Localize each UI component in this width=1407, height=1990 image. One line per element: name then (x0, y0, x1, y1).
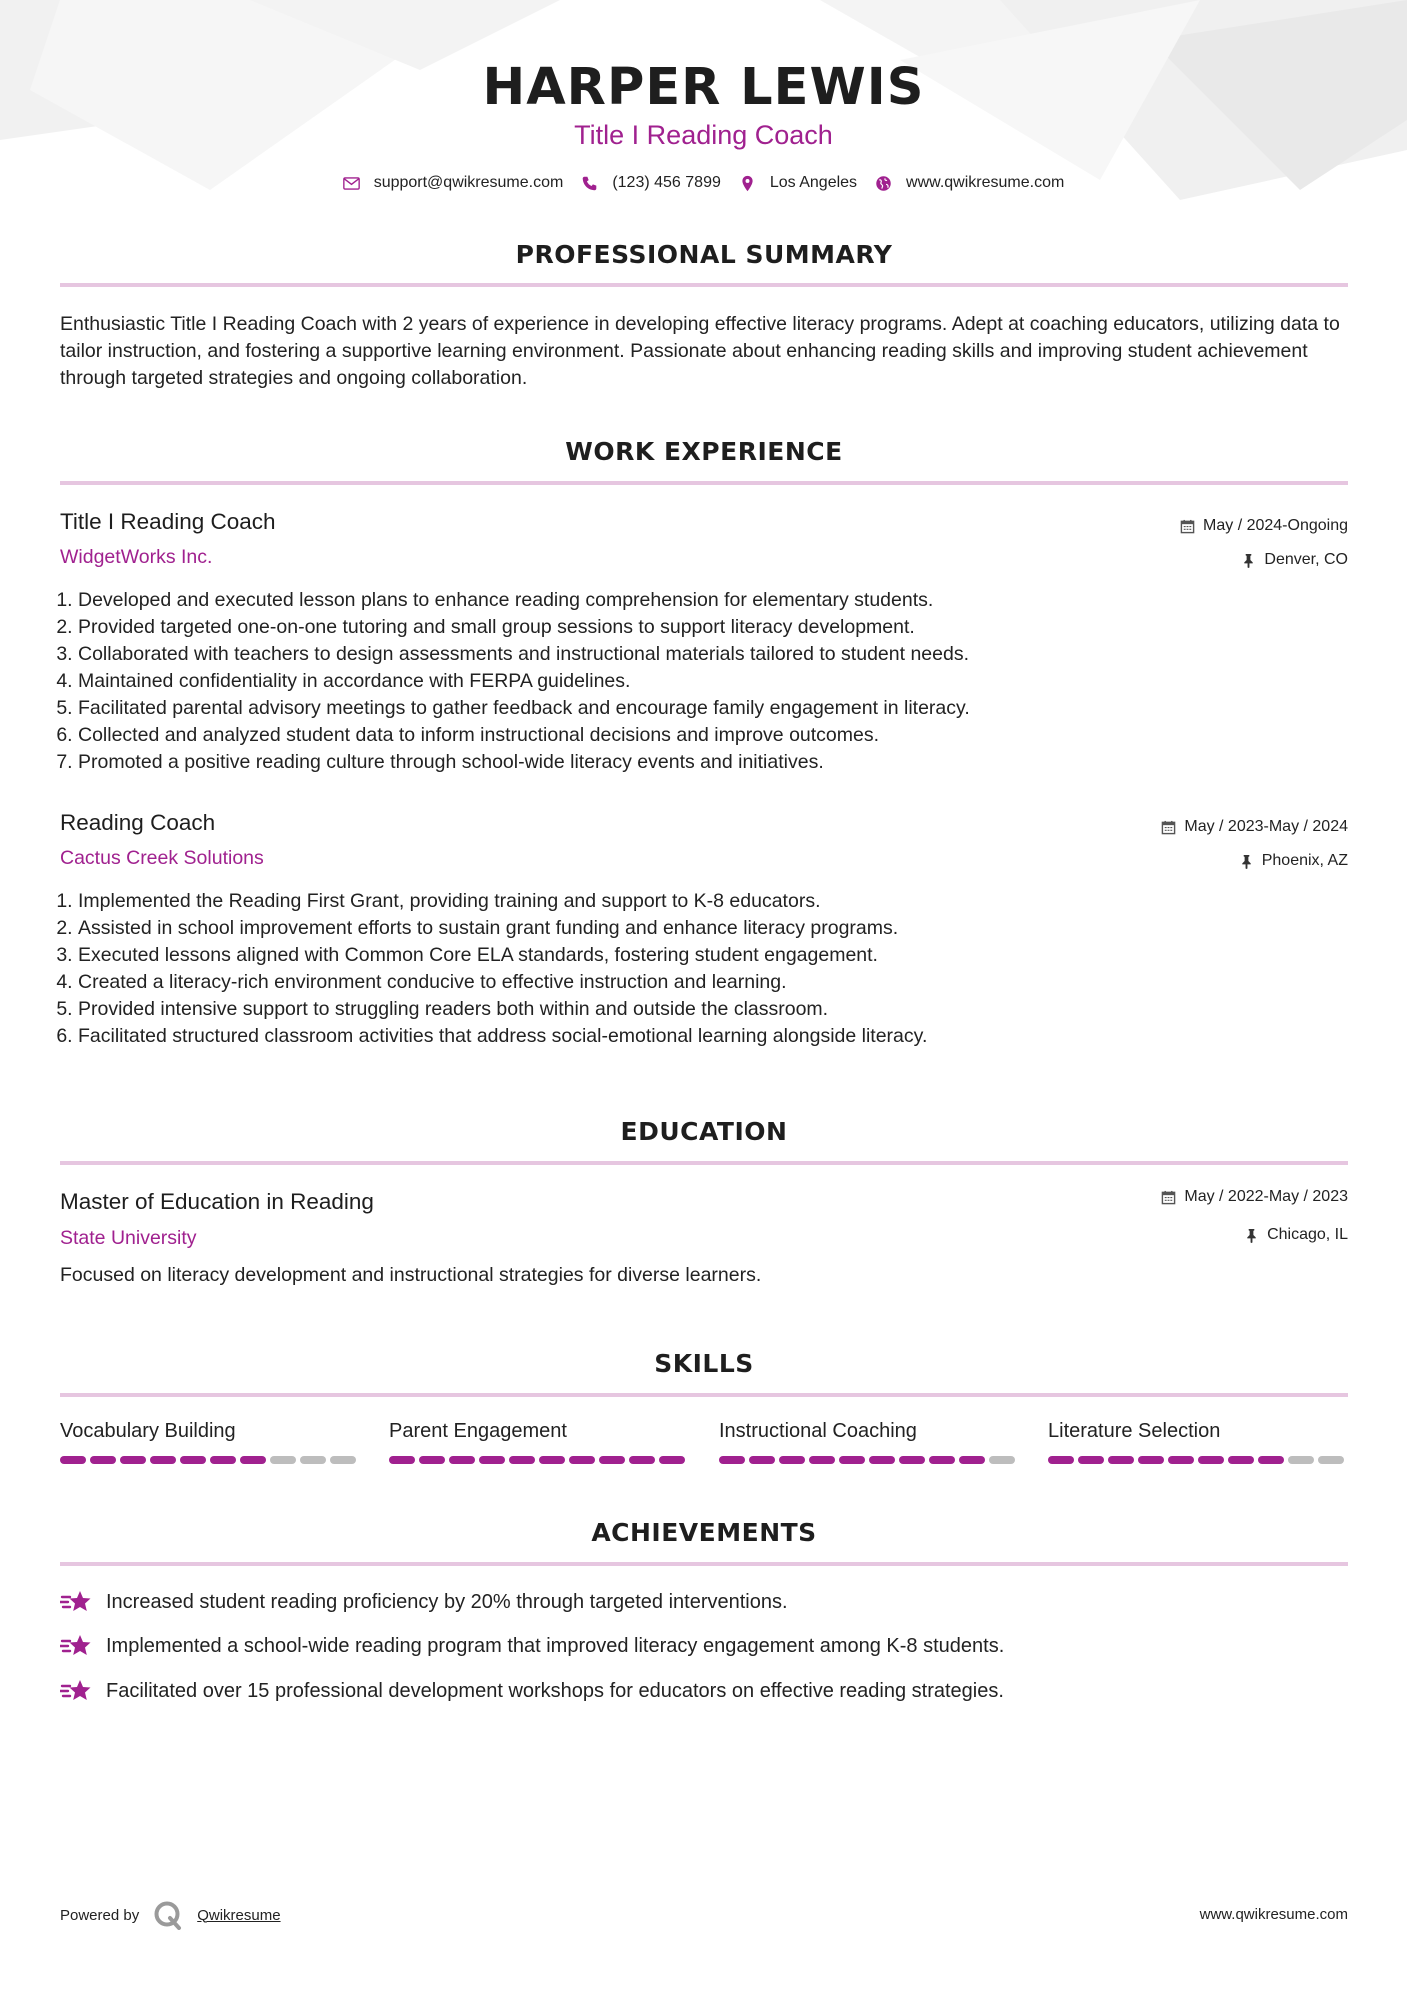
skill-segment-filled (479, 1456, 505, 1464)
location-text: Los Angeles (769, 174, 858, 191)
job-dates (1161, 818, 1348, 836)
job-title: Reading Coach (60, 810, 216, 835)
list-item: 6. Facilitated structured classroom activities that address social-emotional learning alongside literacy. (78, 1023, 1278, 1050)
skill-segment-filled (1108, 1456, 1134, 1464)
pushpin-icon (1241, 553, 1256, 568)
list-item: 5. Facilitated parental advisory meetings to gather feedback and encourage family engagement in literacy. (78, 695, 1278, 722)
job-dates (1180, 517, 1348, 535)
skill-segment-filled (240, 1456, 266, 1464)
pushpin-icon (1239, 854, 1254, 869)
skill-segment-filled (839, 1456, 865, 1464)
job-responsibilities (60, 587, 1278, 776)
education-location-text: Chicago, IL (1267, 1226, 1348, 1243)
skill-segment-empty (1288, 1456, 1314, 1464)
skills-heading: SKILLS (654, 1349, 754, 1378)
skill-segment-filled (629, 1456, 655, 1464)
skill-level-bar (1048, 1456, 1348, 1464)
skill-item (60, 1420, 360, 1464)
degree-title: Master of Education in Reading (60, 1189, 374, 1214)
list-item: 1. Developed and executed lesson plans to enhance reading comprehension for elementary students. (78, 587, 1278, 614)
achievements-rule (60, 1562, 1348, 1566)
achievement-item (60, 1678, 1004, 1704)
contact-website[interactable] (875, 174, 1064, 192)
skills-rule (60, 1393, 1348, 1397)
skill-segment-filled (659, 1456, 685, 1464)
phone-icon (581, 175, 598, 192)
job-location (1239, 852, 1348, 870)
skill-segment-filled (779, 1456, 805, 1464)
pushpin-icon (1244, 1228, 1259, 1243)
job-company: WidgetWorks Inc. (60, 546, 213, 568)
skill-segment-filled (959, 1456, 985, 1464)
skill-segment-filled (509, 1456, 535, 1464)
summary-text: Enthusiastic Title I Reading Coach with 2 years of experience in developing effective literacy programs. Adept at coaching educators, utilizing data to tailor instruction, and fostering a supportive learning environment. Passionate about enhancing reading skills and improving student achievement through targeted strategies and ongoing collaboration. (60, 313, 1340, 389)
skill-item (719, 1420, 1019, 1464)
candidate-title: Title I Reading Coach (574, 120, 833, 150)
skill-segment-filled (809, 1456, 835, 1464)
list-item: 2. Provided targeted one-on-one tutoring and small group sessions to support literacy development. (78, 614, 1278, 641)
experience-heading: WORK EXPERIENCE (565, 437, 843, 466)
skill-segment-filled (1078, 1456, 1104, 1464)
skill-level-bar (389, 1456, 689, 1464)
skill-level-bar (60, 1456, 360, 1464)
skill-segment-filled (899, 1456, 925, 1464)
achievement-item (60, 1633, 1004, 1659)
skill-segment-filled (869, 1456, 895, 1464)
list-item: 5. Provided intensive support to struggling readers both within and outside the classroom. (78, 996, 1278, 1023)
list-item: 6. Collected and analyzed student data to inform instructional decisions and improve outcomes. (78, 722, 1278, 749)
brand-link[interactable]: Qwikresume (197, 1906, 281, 1924)
education-heading: EDUCATION (620, 1117, 788, 1146)
list-item: 3. Executed lessons aligned with Common Core ELA standards, fostering student engagement. (78, 942, 1278, 969)
skill-segment-filled (90, 1456, 116, 1464)
skill-segment-filled (150, 1456, 176, 1464)
skill-segment-filled (719, 1456, 745, 1464)
list-item: 4. Maintained confidentiality in accordance with FERPA guidelines. (78, 668, 1278, 695)
achievement-text: Facilitated over 15 professional development workshops for educators on effective reading strategies. (106, 1679, 1004, 1702)
achievement-text: Increased student reading proficiency by 20% through targeted interventions. (106, 1590, 788, 1613)
skill-segment-filled (569, 1456, 595, 1464)
skill-segment-filled (749, 1456, 775, 1464)
contact-location (739, 174, 857, 192)
list-item: 7. Promoted a positive reading culture through school-wide literacy events and initiatives. (78, 749, 1278, 776)
skill-segment-empty (300, 1456, 326, 1464)
email-text: support@qwikresume.com (373, 174, 564, 191)
skill-segment-filled (1138, 1456, 1164, 1464)
skill-segment-filled (210, 1456, 236, 1464)
experience-rule (60, 481, 1348, 485)
skill-segment-empty (989, 1456, 1015, 1464)
skill-segment-filled (449, 1456, 475, 1464)
contact-phone[interactable] (581, 174, 721, 192)
calendar-icon (1180, 519, 1195, 534)
shooting-star-icon (60, 1633, 92, 1659)
skill-segment-filled (60, 1456, 86, 1464)
map-pin-icon (739, 175, 756, 192)
education-rule (60, 1161, 1348, 1165)
skill-segment-filled (1198, 1456, 1224, 1464)
list-item: 4. Created a literacy-rich environment conducive to effective instruction and learning. (78, 969, 1278, 996)
job-dates-text: May / 2024-Ongoing (1203, 517, 1348, 534)
contact-email[interactable] (343, 174, 564, 192)
skill-item (1048, 1420, 1348, 1464)
achievement-text: Implemented a school-wide reading program that improved literacy engagement among K-8 students. (106, 1634, 1005, 1657)
skill-segment-filled (1228, 1456, 1254, 1464)
education-dates (1161, 1188, 1348, 1206)
website-text: www.qwikresume.com (906, 174, 1065, 191)
powered-by-text: Powered by (60, 1906, 140, 1924)
job-title: Title I Reading Coach (60, 509, 276, 534)
skill-item (389, 1420, 689, 1464)
globe-icon (875, 175, 892, 192)
skill-name: Literature Selection (1048, 1420, 1221, 1442)
job-company: Cactus Creek Solutions (60, 847, 264, 869)
skill-name: Parent Engagement (389, 1420, 567, 1442)
job-responsibilities (60, 888, 1278, 1050)
skill-segment-filled (1168, 1456, 1194, 1464)
list-item: 2. Assisted in school improvement efforts to sustain grant funding and enhance literacy programs. (78, 915, 1278, 942)
contact-bar (0, 174, 1407, 192)
education-description: Focused on literacy development and instructional strategies for diverse learners. (60, 1264, 762, 1286)
school-name: State University (60, 1227, 197, 1249)
phone-text: (123) 456 7899 (612, 174, 721, 191)
skill-name: Instructional Coaching (719, 1420, 917, 1442)
calendar-icon (1161, 820, 1176, 835)
job-location-text: Phoenix, AZ (1261, 852, 1348, 869)
skill-segment-empty (270, 1456, 296, 1464)
skill-name: Vocabulary Building (60, 1420, 236, 1442)
list-item: 3. Collaborated with teachers to design assessments and instructional materials tailored to student needs. (78, 641, 1278, 668)
education-location (1244, 1226, 1348, 1244)
job-location-text: Denver, CO (1264, 551, 1348, 568)
envelope-icon (343, 175, 360, 192)
list-item: 1. Implemented the Reading First Grant, providing training and support to K-8 educators. (78, 888, 1278, 915)
skill-segment-filled (419, 1456, 445, 1464)
footer-website[interactable]: www.qwikresume.com (1199, 1906, 1348, 1923)
skill-level-bar (719, 1456, 1019, 1464)
summary-rule (60, 283, 1348, 287)
skill-segment-filled (539, 1456, 565, 1464)
skill-segment-filled (120, 1456, 146, 1464)
skill-segment-filled (389, 1456, 415, 1464)
summary-heading: PROFESSIONAL SUMMARY (515, 240, 893, 269)
education-dates-text: May / 2022-May / 2023 (1184, 1188, 1348, 1205)
footer-powered-by (60, 1900, 281, 1930)
calendar-icon (1161, 1190, 1176, 1205)
job-location (1241, 551, 1348, 569)
skill-segment-filled (180, 1456, 206, 1464)
skill-segment-filled (599, 1456, 625, 1464)
skill-segment-filled (929, 1456, 955, 1464)
job-dates-text: May / 2023-May / 2024 (1184, 818, 1348, 835)
achievement-item (60, 1589, 788, 1615)
qwikresume-logo-icon (153, 1900, 183, 1930)
skill-segment-empty (330, 1456, 356, 1464)
candidate-name: HARPER LEWIS (482, 58, 925, 117)
achievements-heading: ACHIEVEMENTS (591, 1518, 817, 1547)
shooting-star-icon (60, 1678, 92, 1704)
skill-segment-filled (1048, 1456, 1074, 1464)
skill-segment-empty (1318, 1456, 1344, 1464)
shooting-star-icon (60, 1589, 92, 1615)
skill-segment-filled (1258, 1456, 1284, 1464)
